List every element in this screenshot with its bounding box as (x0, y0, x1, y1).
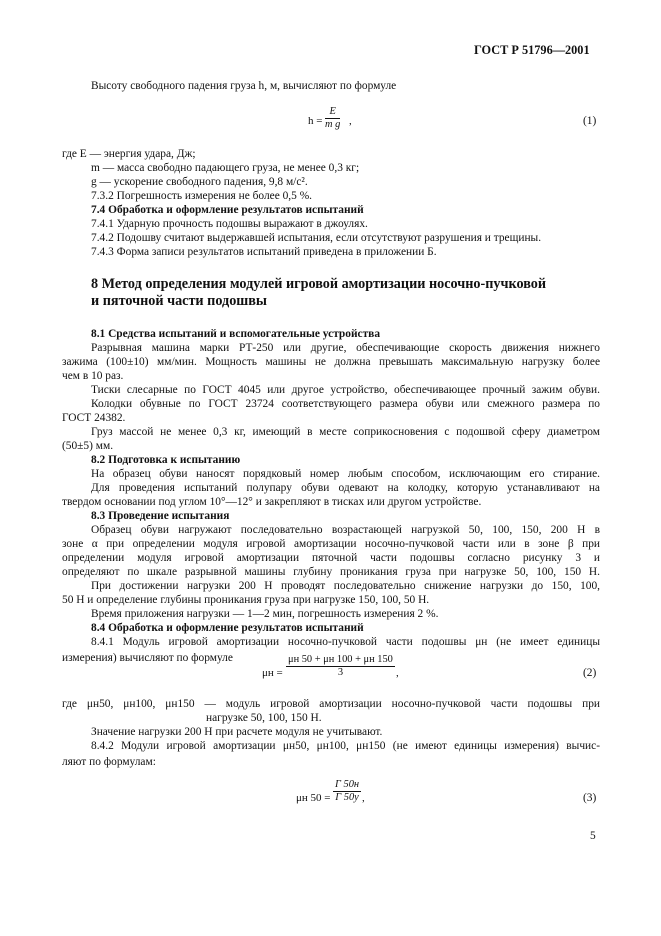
section-8-title-line2: и пяточной части подошвы (91, 293, 267, 309)
formula1-denominator: m g (325, 119, 341, 130)
where1-line: где E — энергия удара, Дж; (62, 148, 196, 160)
heading-7-4: 7.4 Обработка и оформление результатов испытаний (91, 204, 364, 216)
s81-line: чем в 10 раз. (62, 370, 124, 382)
document-code: ГОСТ Р 51796—2001 (474, 43, 590, 57)
s81-line: Груз массой не менее 0,3 кг, имеющий в месте соприкосновения с подошвой сферу диаметром (91, 426, 600, 438)
intro-text: Высоту свободного падения груза h, м, вычисляют по формуле (91, 80, 397, 92)
s83-line: Время приложения нагрузки — 1—2 мин, погрешность измерения 2 %. (91, 608, 439, 620)
formula2-denominator: 3 (337, 667, 344, 678)
s83-line: определяют по шкале разрывной машины глубину проникания груза при нагрузке 50, 100, 150 Н. (62, 566, 600, 578)
formula2-lhs: μн = (262, 667, 283, 679)
clause-7-4-3: 7.4.3 Форма записи результатов испытаний приведена в приложении Б. (91, 246, 437, 258)
where1-line: g — ускорение свободного падения, 9,8 м/с². (91, 176, 308, 188)
formula3-tail: , (362, 792, 365, 804)
s83-line: определении модуля игровой амортизации пяточной части подошвы согласно рисунку 3 и (62, 552, 600, 564)
formula3-number: (3) (583, 792, 597, 804)
s83-line: 50 Н и определение глубины проникания груза при нагрузке 150, 100, 50 Н. (62, 594, 430, 606)
clause-8-4-1: 8.4.1 Модуль игровой амортизации носочно-пучковой части подошвы μн (не имеет единицы (91, 636, 600, 648)
formula3-lhs: μн 50 = (296, 792, 331, 804)
formula3-fraction (333, 779, 361, 804)
formula1-fraction (325, 106, 340, 131)
note-line: Значение нагрузки 200 Н при расчете модуля не учитывают. (91, 726, 383, 738)
section-8-title-line1: 8 Метод определения модулей игровой амортизации носочно-пучковой (91, 276, 547, 292)
page-number: 5 (590, 830, 596, 842)
formula2-fraction (286, 654, 395, 679)
s83-line: При достижении нагрузки 200 Н проводят последовательно снижение нагрузки до 150, 100, (91, 580, 600, 592)
s81-line: (50±5) мм. (62, 440, 114, 452)
s81-line: Тиски слесарные по ГОСТ 4045 или другое устройство, обеспечивающее прочный зажим обуви. (91, 384, 600, 396)
heading-8-1: 8.1 Средства испытаний и вспомогательные устройства (91, 328, 381, 340)
s81-line: ГОСТ 24382. (62, 412, 126, 424)
formula3-numerator: Г 50н (335, 779, 360, 790)
formula1-number: (1) (583, 115, 597, 127)
s81-line: Разрывная машина марки РТ-250 или другие, обеспечивающие скорость движения нижнего (91, 342, 600, 354)
clause-7-4-2: 7.4.2 Подошву считают выдержавшей испытания, если отсутствуют разрушения и трещины. (91, 232, 542, 244)
where2-line: где μн50, μн100, μн150 — модуль игровой амортизации носочно-пучковой части подошвы при (62, 698, 600, 710)
formula1-tail: , (349, 115, 352, 127)
where2-line: нагрузке 50, 100, 150 Н. (206, 712, 322, 724)
formula3-denominator: Г 50у (335, 792, 359, 803)
heading-8-3: 8.3 Проведение испытания (91, 510, 230, 522)
s81-line: Колодки обувные по ГОСТ 23724 соответствующего размера обуви или смежного размера по (91, 398, 600, 410)
where1-line: m — масса свободно падающего груза, не менее 0,3 кг; (91, 162, 360, 174)
s81-line: зажима (100±10) мм/мин. Мощность машины не должна превышать максимальную нагрузку более (62, 356, 600, 368)
s83-line: Образец обуви нагружают последовательно возрастающей нагрузкой 50, 100, 150, 200 Н в (91, 524, 600, 536)
formula2-numerator: μн 50 + μн 100 + μн 150 (288, 654, 393, 665)
clause-8-4-1-cont: измерения) вычисляют по формуле (62, 652, 233, 664)
clause-8-4-2-cont: ляют по формулам: (62, 756, 156, 768)
s83-line: зоне α при определении модуля игровой амортизации носочно-пучковой части или в зоне β при (62, 538, 600, 550)
formula2-number: (2) (583, 667, 597, 679)
s82-line: На образец обуви наносят порядковый номер любым способом, исключающим его стирание. (91, 468, 600, 480)
clause-7-4-1: 7.4.1 Ударную прочность подошвы выражают в джоулях. (91, 218, 368, 230)
s82-line: Для проведения испытаний полупару обуви одевают на колодку, которую устанавливают на (91, 482, 600, 494)
clause-7-3-2: 7.3.2 Погрешность измерения не более 0,5 %. (91, 190, 313, 202)
formula1-lhs: h = (308, 115, 323, 127)
clause-8-4-2: 8.4.2 Модули игровой амортизации μн50, μн100, μн150 (не имеют единицы измерения) вычис- (91, 740, 600, 752)
heading-8-4: 8.4 Обработка и оформление результатов испытаний (91, 622, 364, 634)
formula1-numerator: E (329, 106, 336, 117)
s82-line: твердом основании под углом 10°—12° и закрепляют в тисках или другом устройстве. (62, 496, 482, 508)
formula2-tail: , (396, 667, 399, 679)
heading-8-2: 8.2 Подготовка к испытанию (91, 454, 241, 466)
